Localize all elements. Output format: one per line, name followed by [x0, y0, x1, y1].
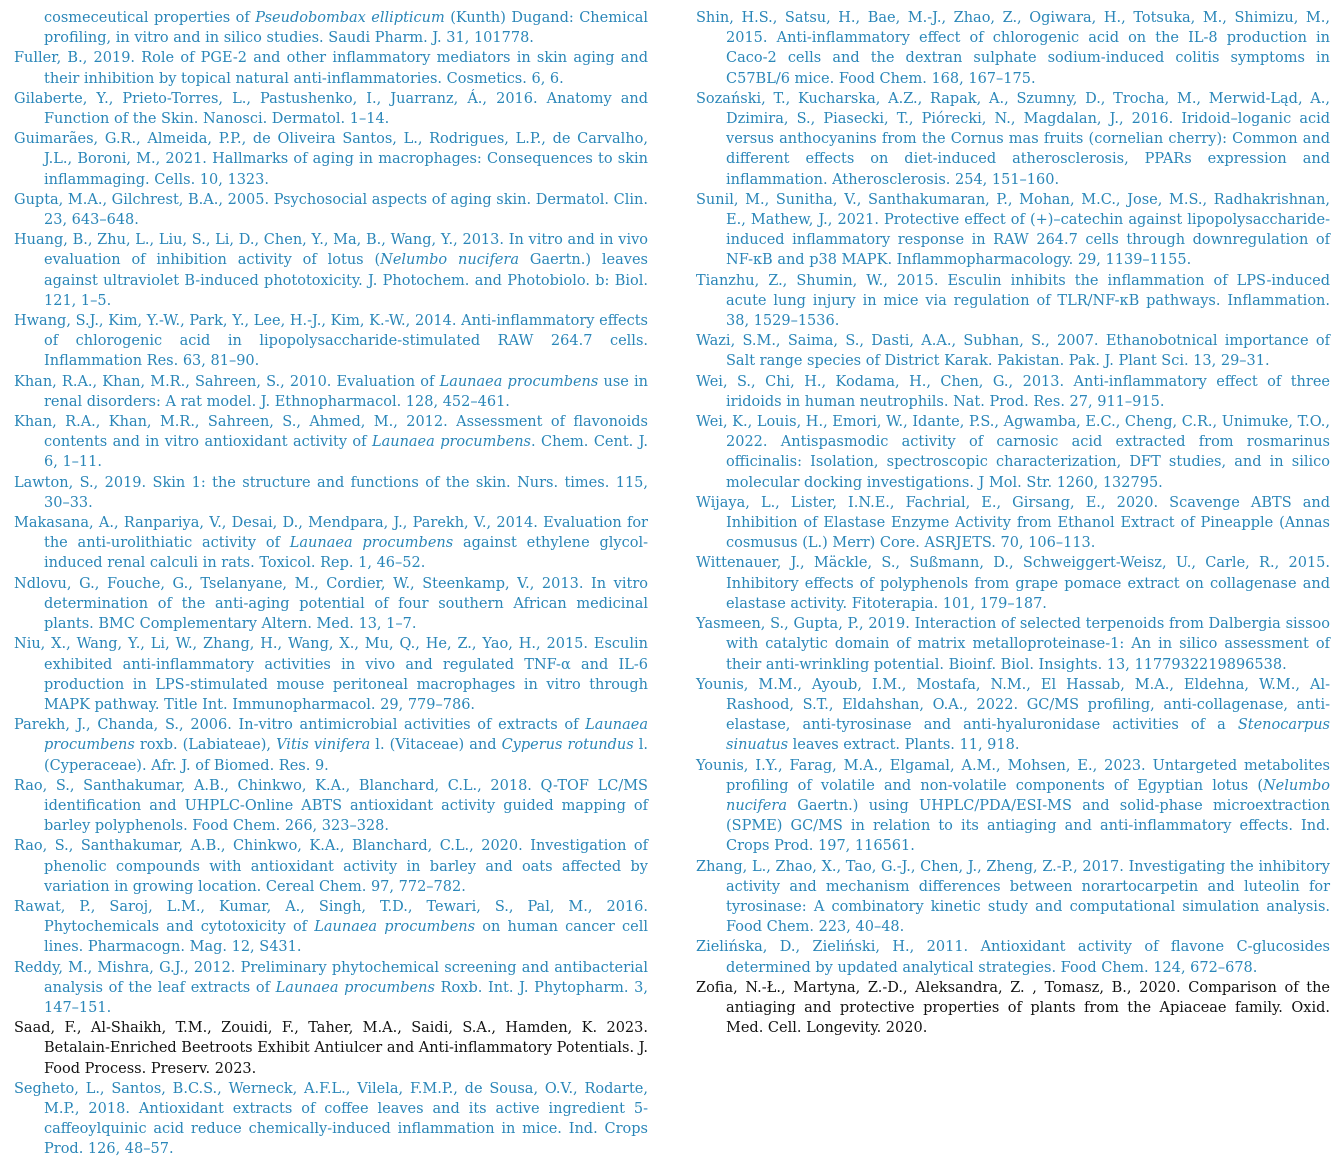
reference-entry[interactable] [14, 897, 648, 958]
reference-entry[interactable] [14, 372, 648, 412]
reference-entry[interactable] [14, 473, 648, 513]
reference-entry[interactable] [14, 48, 648, 88]
reference-text: Khan, R.A., Khan, M.R., Sahreen, S., 2010. Evaluation of [14, 373, 440, 390]
reference-text: Wazi, S.M., Saima, S., Dasti, A.A., Subhan, S., 2007. Ethanobotnical importance of Salt range species of District Karak. Pakistan. Pak. J. Plant Sci. 13, 29–31. [696, 333, 1330, 370]
reference-entry[interactable] [14, 129, 648, 190]
reference-text: Sunil, M., Sunitha, V., Santhakumaran, P., Mohan, M.C., Jose, M.S., Radhakrishnan, E., Mathew, J., 2021. Protective effect of (+)–catechin against lipopolysaccharide-induced inflammatory response in RAW 264.7 cells through downregulation of NF-κB and p38 MAPK. Inflammopharmacology. 29, 1139–1155. [696, 191, 1330, 269]
reference-text: Makasana, A., Ranpariya, V., Desai, D., Mendpara, J., Parekh, V., 2014. Evaluation for the anti-urolithiatic activity of [14, 515, 648, 552]
reference-text: Segheto, L., Santos, B.C.S., Werneck, A.F.L., Vilela, F.M.P., de Sousa, O.V., Rodarte, M.P., 2018. Antioxidant extracts of coffee leaves and its active ingredient 5-caffeoylquinic acid reduce chemically-induced inflammation in mice. Ind. Crops Prod. 126, 48–57. [14, 1080, 648, 1158]
reference-entry[interactable] [14, 412, 648, 473]
reference-text: Rawat, P., Saroj, L.M., Kumar, A., Singh, T.D., Tewari, S., Pal, M., 2016. Phytochemicals and cytotoxicity of [14, 898, 648, 936]
reference-text: Niu, X., Wang, Y., Li, W., Zhang, H., Wang, X., Mu, Q., He, Z., Yao, H., 2015. Esculin exhibited anti-inflammatory activities in vivo and regulated TNF-α and IL-6 production in LPS-stimulated mouse peritoneal macrophages in vitro through MAPK pathway. Title Int. Immunopharmacol. 29, 779–786. [14, 636, 648, 713]
reference-text: Younis, M.M., Ayoub, I.M., Mostafa, N.M., El Hassab, M.A., Eldehna, W.M., Al-Rashood, S.T., Eldahshan, O.A., 2022. GC/MS profiling, anti-collagenase, anti-elastase, anti-tyrosinase and anti-hyaluronidase activities of a [696, 676, 1330, 734]
reference-text: Fuller, B., 2019. Role of PGE-2 and other inflammatory mediators in skin aging and their inhibition by topical natural anti-inflammatories. Cosmetics. 6, 6. [14, 50, 648, 87]
reference-list-right-column [696, 8, 1330, 1038]
reference-entry [696, 978, 1330, 1039]
reference-text: Huang, B., Zhu, L., Liu, S., Li, D., Chen, Y., Ma, B., Wang, Y., 2013. In vitro and in vivo evaluation of inhibition activity of lotus ( [14, 232, 648, 269]
reference-text: . Chem. Cent. J. 6, 1–11. [44, 434, 648, 471]
reference-entry[interactable] [14, 1079, 648, 1160]
reference-text: Zofia, N.-Ł., Martyna, Z.-D., Aleksandra, Z. , Tomasz, B., 2020. Comparison of the antiaging and protective properties of plants from the Apiaceae family. Oxid. Med. Cell. Longevity. 2020. [696, 979, 1330, 1037]
reference-entry[interactable] [696, 271, 1330, 332]
reference-entry[interactable] [696, 412, 1330, 493]
reference-entry[interactable] [696, 937, 1330, 977]
reference-entry[interactable] [696, 857, 1330, 938]
reference-entry[interactable] [696, 372, 1330, 412]
reference-text: Zhang, L., Zhao, X., Tao, G.-J., Chen, J., Zheng, Z.-P., 2017. Investigating the inhibitory activity and mechanism differences between norartocarpetin and luteolin for tyrosinase: A combinatory kinetic study and computational simulation analysis. Food Chem. 223, 40–48. [696, 858, 1330, 936]
reference-entry[interactable] [14, 574, 648, 635]
reference-text: against ethylene glycol-induced renal calculi in rats. Toxicol. Rep. 1, 46–52. [44, 535, 648, 572]
reference-entry[interactable] [696, 675, 1330, 756]
reference-text: Zielińska, D., Zieliński, H., 2011. Antioxidant activity of flavone C-glucosides determined by updated analytical strategies. Food Chem. 124, 672–678. [696, 939, 1330, 976]
reference-entry [14, 1018, 648, 1079]
reference-text: Rao, S., Santhakumar, A.B., Chinkwo, K.A., Blanchard, C.L., 2018. Q-TOF LC/MS identification and UHPLC-Online ABTS antioxidant activity guided mapping of barley polyphenols. Food Chem. 266, 323–328. [14, 777, 648, 835]
species-name-italic: Stenocarpus sinuatus [726, 717, 1330, 754]
reference-entry[interactable] [696, 89, 1330, 190]
reference-text: leaves extract. Plants. 11, 918. [788, 737, 1020, 754]
reference-text: on human cancer cell lines. Pharmacogn. Mag. 12, S431. [44, 919, 648, 956]
reference-entry-continued[interactable] [14, 8, 648, 48]
reference-text: Yasmeen, S., Gupta, P., 2019. Interaction of selected terpenoids from Dalbergia sissoo with catalytic domain of matrix metalloproteinase-1: An in silico assessment of their anti-wrinkling potential. Bioinf. Biol. Insights. 13, 1177932219896538. [696, 616, 1330, 673]
reference-entry[interactable] [14, 513, 648, 574]
reference-entry[interactable] [14, 836, 648, 897]
reference-text: Khan, R.A., Khan, M.R., Sahreen, S., Ahmed, M., 2012. Assessment of flavonoids contents and in vitro antioxidant activity of [14, 414, 648, 451]
reference-text: (Kunth) Dugand: Chemical profiling, in vitro and in silico studies. Saudi Pharm. J. 31, 101778. [44, 10, 648, 47]
reference-text: Saad, F., Al-Shaikh, T.M., Zouidi, F., Taher, M.A., Saidi, S.A., Hamden, K. 2023. Betalain-Enriched Beetroots Exhibit Antiulcer and Anti-inflammatory Potentials. J. Food Process. Preserv. 2023. [14, 1020, 648, 1077]
species-name-italic: Cyperus rotundus [501, 737, 634, 754]
reference-text: Sozański, T., Kucharska, A.Z., Rapak, A., Szumny, D., Trocha, M., Merwid-Ląd, A., Dzimira, S., Piasecki, T., Piórecki, N., Magdalan, J., 2016. Iridoid–loganic acid versus anthocyanins from the Cornus mas fruits (cornelian cherry): Common and different effects on diet-induced atherosclerosis, PPARs expression and inflammation. Atherosclerosis. 254, 151–160. [696, 90, 1330, 188]
reference-entry[interactable] [14, 230, 648, 311]
reference-entry[interactable] [696, 614, 1330, 675]
reference-text: Wittenauer, J., Mäckle, S., Sußmann, D., Schweiggert-Weisz, U., Carle, R., 2015. Inhibitory effects of polyphenols from grape pomace extract on collagenase and elastase activity. Fitoterapia. 101, 179–187. [696, 555, 1330, 612]
reference-entry[interactable] [696, 8, 1330, 89]
reference-entry[interactable] [696, 756, 1330, 857]
reference-text: Younis, I.Y., Farag, M.A., Elgamal, A.M., Mohsen, E., 2023. Untargeted metabolites profiling of volatile and non-volatile components of Egyptian lotus ( [696, 757, 1330, 794]
reference-text: use in renal disorders: A rat model. J. Ethnopharmacol. 128, 452–461. [44, 373, 649, 410]
reference-entry[interactable] [696, 331, 1330, 371]
reference-entry[interactable] [696, 553, 1330, 614]
reference-text: l. (Vitaceae) and [370, 737, 502, 754]
reference-list-left-column [14, 8, 648, 1160]
reference-text: Lawton, S., 2019. Skin 1: the structure and functions of the skin. Nurs. times. 115, 30–33. [14, 474, 648, 511]
reference-text: Wei, S., Chi, H., Kodama, H., Chen, G., 2013. Anti-inflammatory effect of three iridoids in human neutrophils. Nat. Prod. Res. 27, 911–915. [696, 373, 1330, 410]
reference-text: Rao, S., Santhakumar, A.B., Chinkwo, K.A., Blanchard, C.L., 2020. Investigation of phenolic compounds with antioxidant activity in barley and oats affected by variation in growing location. Cereal Chem. 97, 772–782. [14, 838, 648, 895]
species-name-italic: Nelumbo nucifera [726, 777, 1330, 814]
reference-text: l. (Cyperaceae). Afr. J. of Biomed. Res. 9. [44, 737, 649, 774]
reference-text: Gupta, M.A., Gilchrest, B.A., 2005. Psychosocial aspects of aging skin. Dermatol. Clin. 23, 643–648. [14, 191, 648, 229]
reference-text: Reddy, M., Mishra, G.J., 2012. Preliminary phytochemical screening and antibacterial analysis of the leaf extracts of [14, 959, 648, 996]
species-name-italic: Launaea procumbens [314, 919, 476, 936]
species-name-italic: Launaea procumbens [44, 717, 648, 754]
reference-text: Gaertn.) using UHPLC/PDA/ESI-MS and solid-phase microextraction (SPME) GC/MS in relation to its antiaging and anti-inflammatory effects. Ind. Crops Prod. 197, 116561. [726, 797, 1330, 855]
reference-text: Roxb. Int. J. Phytopharm. 3, 147–151. [44, 979, 649, 1016]
species-name-italic: Nelumbo nucifera [380, 252, 519, 269]
reference-text: Wei, K., Louis, H., Emori, W., Idante, P.S., Agwamba, E.C., Cheng, C.R., Unimuke, T.O., 2022. Antispasmodic activity of carnosic acid extracted from rosmarinus officinalis: Isolation, spectroscopic characterization, DFT studies, and in silico molecular docking investigations. J Mol. Str. 1260, 132795. [696, 414, 1330, 491]
reference-text: Tianzhu, Z., Shumin, W., 2015. Esculin inhibits the inflammation of LPS-induced acute lung injury in mice via regulation of TLR/NF-κB pathways. Inflammation. 38, 1529–1536. [696, 272, 1330, 330]
reference-text: Gaertn.) leaves against ultraviolet B-induced phototoxicity. J. Photochem. and Photobiolo. b: Biol. 121, 1–5. [44, 252, 648, 309]
reference-text: Wijaya, L., Lister, I.N.E., Fachrial, E., Girsang, E., 2020. Scavenge ABTS and Inhibition of Elastase Enzyme Activity from Ethanol Extract of Pineapple (Annas cosmusus (L.) Merr) Core. ASRJETS. 70, 106–113. [696, 494, 1330, 552]
reference-entry[interactable] [696, 190, 1330, 271]
species-name-italic: Launaea procumbens [289, 535, 454, 552]
reference-entry[interactable] [14, 776, 648, 837]
reference-text: Guimarães, G.R., Almeida, P.P., de Oliveira Santos, L., Rodrigues, L.P., de Carvalho, J.L., Boroni, M., 2021. Hallmarks of aging in macrophages: Consequences to skin inflammaging. Cells. 10, 1323. [14, 131, 648, 188]
species-name-italic: Launaea procumbens [439, 373, 599, 390]
reference-entry[interactable] [14, 958, 648, 1019]
reference-entry[interactable] [696, 493, 1330, 554]
reference-text: Hwang, S.J., Kim, Y.-W., Park, Y., Lee, H.-J., Kim, K.-W., 2014. Anti-inflammatory effects of chlorogenic acid in lipopolysaccharide-stimulated RAW 264.7 cells. Inflammation Res. 63, 81–90. [14, 313, 648, 370]
species-name-italic: Vitis vinifera [276, 737, 371, 754]
reference-text: Gilaberte, Y., Prieto-Torres, L., Pastushenko, I., Juarranz, Á., 2016. Anatomy and Function of the Skin. Nanosci. Dermatol. 1–14. [14, 90, 648, 128]
reference-text: roxb. (Labiateae), [134, 737, 277, 754]
reference-text: cosmeceutical properties of [44, 10, 256, 26]
species-name-italic: Pseudobombax ellipticum [255, 10, 445, 26]
reference-text: Shin, H.S., Satsu, H., Bae, M.-J., Zhao, Z., Ogiwara, H., Totsuka, M., Shimizu, M., 2015. Anti-inflammatory effect of chlorogenic acid on the IL-8 production in Caco-2 cells and the dextran sulphate sodium-induced colitis symptoms in C57BL/6 mice. Food Chem. 168, 167–175. [696, 10, 1330, 87]
reference-entry[interactable] [14, 311, 648, 372]
reference-text: Ndlovu, G., Fouche, G., Tselanyane, M., Cordier, W., Steenkamp, V., 2013. In vitro determination of the anti-aging potential of four southern African medicinal plants. BMC Complementary Altern. Med. 13, 1–7. [14, 575, 648, 633]
reference-entry[interactable] [14, 715, 648, 776]
species-name-italic: Launaea procumbens [371, 434, 531, 451]
reference-entry[interactable] [14, 190, 648, 230]
reference-entry[interactable] [14, 634, 648, 715]
species-name-italic: Launaea procumbens [275, 979, 435, 996]
reference-entry[interactable] [14, 89, 648, 129]
reference-text: Parekh, J., Chanda, S., 2006. In-vitro antimicrobial activities of extracts of [14, 717, 586, 734]
